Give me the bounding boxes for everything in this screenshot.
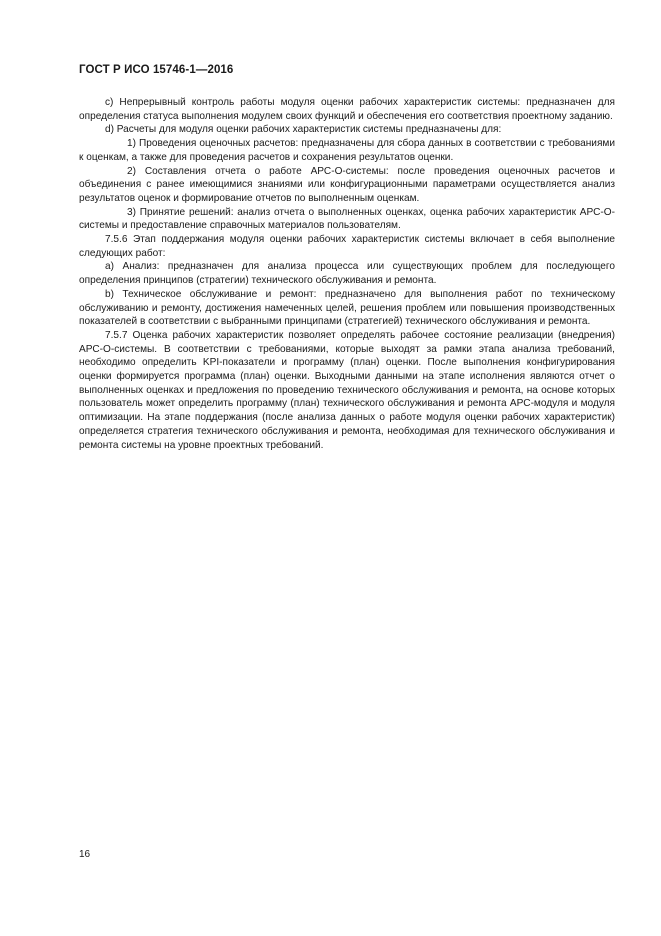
page-number: 16: [79, 849, 91, 860]
paragraph-subitem-1: 1) Проведения оценочных расчетов: предназначены для сбора данных в соответствии с требованиями к оценкам, а также для проведения расчетов и сохранения результатов оценки.: [79, 138, 615, 163]
paragraph-section-7-5-6: 7.5.6 Этап поддержания модуля оценки рабочих характеристик системы включает в себя выполнение следующих работ:: [79, 234, 615, 259]
paragraph-subitem-3: 3) Принятие решений: анализ отчета о выполненных оценках, оценка рабочих характеристик АРС-О-системы и предоставление справочных материалов пользователям.: [79, 206, 615, 232]
paragraph-section-7-5-7: 7.5.7 Оценка рабочих характеристик позволяет определять рабочее состояние реализации (внедрения) АРС-О-системы. В соответствии с требованиями, которые выходят за рамки этапа анализа требований, необходимо определить KPI-показатели и программу (план) оценки. После выполнения конфигурирования оценки формируется программа (план) оценки. Выходными данными на этапе исполнения являются отчет о выполненных оценках и предложения по проведению технического обслуживания и ремонта, на основе которых пользователь может определить программу (план) технического обслуживания и ремонта АРС-модуля и модуля оптимизации. На этапе поддержания (после анализа данных о работе модуля оценки рабочих характеристик) определяется стратегия технического обслуживания и ремонта, необходимая для технического обслуживания и ремонта системы на уровне проектных требований.: [79, 329, 615, 451]
paragraph-item-a: a) Анализ: предназначен для анализа процесса или существующих проблем для последующего определения принципов (стратегии) технического обслуживания и ремонта.: [79, 261, 615, 287]
paragraph-subitem-2: 2) Составления отчета о работе АРС-О-системы: после проведения оценочных расчетов и объединения с ранее имеющимися знаниями или конфигурационными параметрами осуществляется анализ результатов оценок и формирование отчетов по выполненным оценкам.: [79, 165, 615, 204]
paragraph-item-b: b) Техническое обслуживание и ремонт: предназначено для выполнения работ по техническому обслуживанию и ремонту, достижения намеченных целей, решения проблем или повышения производственных показателей в соответствии с выбранными принципами (стратегией) технического обслуживания и ремонта.: [79, 288, 615, 328]
document-header: ГОСТ Р ИСО 15746-1—2016: [79, 64, 234, 76]
paragraph-item-d: d) Расчеты для модуля оценки рабочих характеристик системы предназначены для:: [105, 124, 502, 136]
paragraph-item-c: c) Непрерывный контроль работы модуля оценки рабочих характеристик системы: предназначен для определения статуса выполнения модулем своих функций и обеспечения его соответствия проектному заданию.: [79, 97, 615, 122]
document-body: [79, 96, 615, 452]
